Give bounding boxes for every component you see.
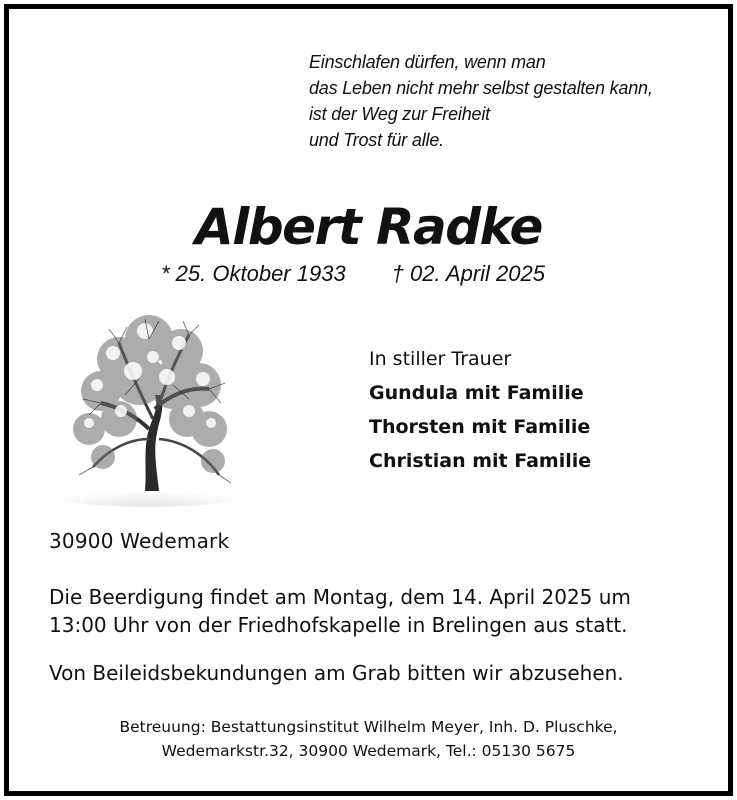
condolence-note: Von Beileidsbekundungen am Grab bitten wir abzusehen. [49, 661, 624, 685]
poem-line: Einschlafen dürfen, wenn man [309, 52, 546, 72]
poem-line: das Leben nicht mehr selbst gestalten kann, [309, 78, 653, 98]
mourner-family: Thorsten mit Familie [369, 416, 591, 438]
obituary-notice [4, 4, 733, 796]
residence-location: 30900 Wedemark [49, 529, 230, 553]
mourning-intro: In stiller Trauer [369, 348, 512, 370]
poem-line: und Trost für alle. [309, 130, 444, 150]
life-dates [161, 261, 545, 287]
mourner-family: Gundula mit Familie [369, 382, 584, 404]
undertaker-line: Betreuung: Bestattungsinstitut Wilhelm Meyer, Inh. D. Pluschke, [119, 718, 618, 736]
poem-line: ist der Weg zur Freiheit [309, 104, 490, 124]
mourners-block [369, 342, 591, 478]
poem-verse [309, 49, 729, 153]
undertaker-info [9, 715, 728, 763]
winter-tree-image [49, 299, 239, 509]
funeral-line: 13:00 Uhr von der Friedhofskapelle in Brelingen aus statt. [49, 613, 628, 637]
funeral-line: Die Beerdigung findet am Montag, dem 14. April 2025 um [49, 585, 631, 609]
mourner-family: Christian mit Familie [369, 450, 592, 472]
death-date: † 02. April 2025 [391, 261, 545, 286]
funeral-details [49, 583, 709, 639]
undertaker-line: Wedemarkstr.32, 30900 Wedemark, Tel.: 05130 5675 [161, 742, 576, 760]
deceased-name: Albert Radke [195, 198, 542, 256]
birth-date: * 25. Oktober 1933 [161, 261, 346, 286]
